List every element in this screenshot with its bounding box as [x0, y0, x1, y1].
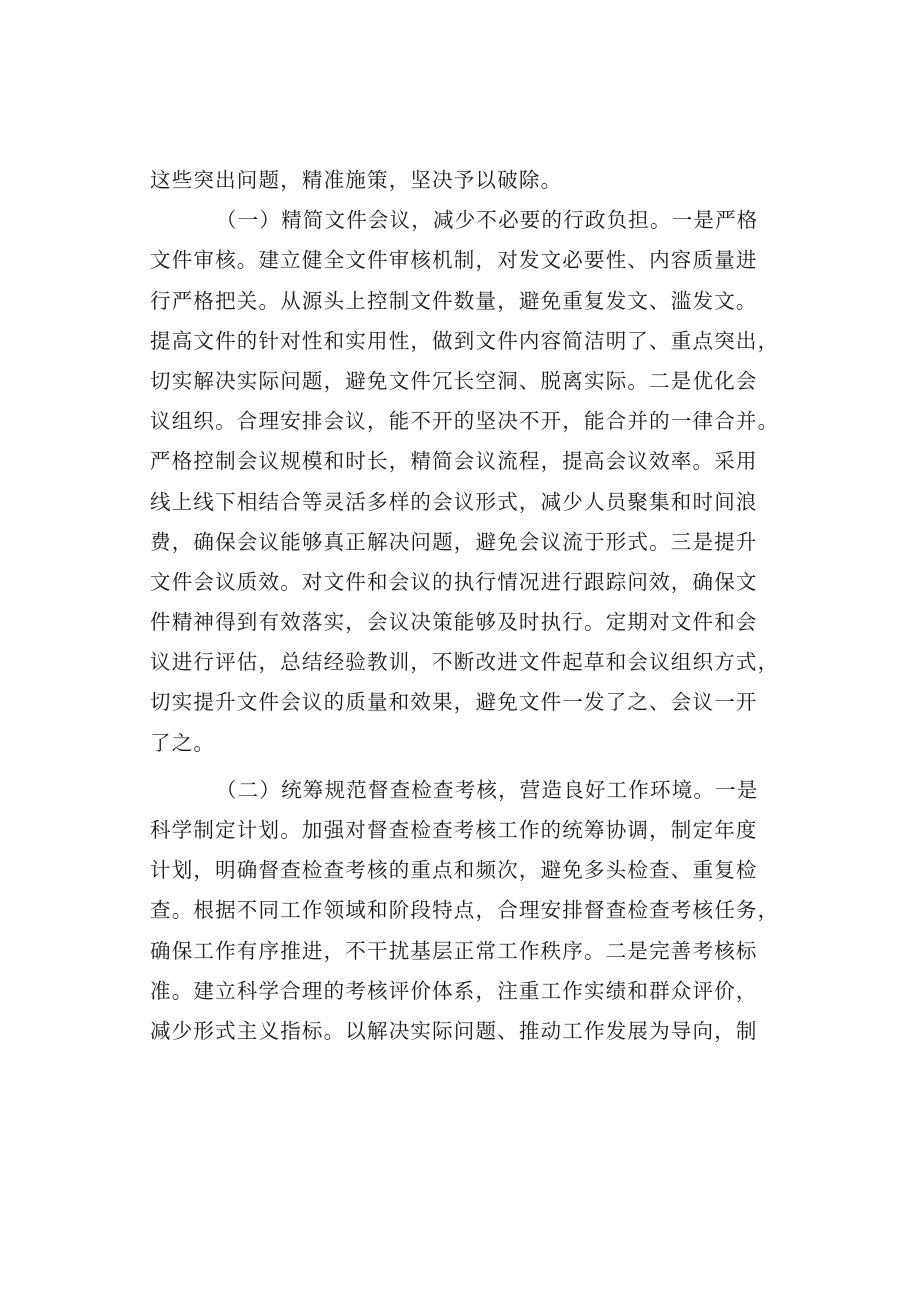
text-line: 议组织。合理安排会议，能不开的坚决不开，能合并的一律合并。 [150, 409, 780, 434]
text-line: 减少形式主义指标。以解决实际问题、推动工作发展为导向，制 [150, 1018, 758, 1043]
text-line: 切实提升文件会议的质量和效果，避免文件一发了之、会议一开 [150, 690, 758, 715]
text-line: 线上线下相结合等灵活多样的会议形式，减少人员聚集和时间浪 [150, 489, 758, 514]
text-line: 查。根据不同工作领域和阶段特点，合理安排督查检查考核任务， [150, 898, 780, 923]
paragraph-heading-1: （一）精简文件会议，减少不必要的行政负担。一是严格 [216, 208, 759, 233]
text-line: 文件审核。建立健全文件审核机制，对发文必要性、内容质量进 [150, 248, 758, 273]
text-line: 行严格把关。从源头上控制文件数量，避免重复发文、滥发文。 [150, 288, 758, 313]
text-line: 准。建立科学合理的考核评价体系，注重工作实绩和群众评价， [150, 978, 758, 1003]
text-line: 确保工作有序推进，不干扰基层正常工作秩序。二是完善考核标 [150, 938, 758, 963]
paragraph-heading-2: （二）统筹规范督查检查考核，营造良好工作环境。一是 [216, 777, 759, 802]
text-line: 计划，明确督查检查考核的重点和频次，避免多头检查、重复检 [150, 858, 758, 883]
text-line: 严格控制会议规模和时长，精简会议流程，提高会议效率。采用 [150, 449, 758, 474]
text-line: 科学制定计划。加强对督查检查考核工作的统筹协调，制定年度 [150, 818, 758, 842]
document-body [150, 160, 810, 1051]
text-line: 切实解决实际问题，避免文件冗长空洞、脱离实际。二是优化会 [150, 368, 758, 393]
text-line: 件精神得到有效落实，会议决策能够及时执行。定期对文件和会 [150, 610, 758, 635]
text-line: 费，确保会议能够真正解决问题，避免会议流于形式。三是提升 [150, 529, 758, 554]
text-line: 了之。 [150, 730, 216, 755]
text-line: 提高文件的针对性和实用性，做到文件内容简洁明了、重点突出， [150, 328, 780, 353]
text-line: 文件会议质效。对文件和会议的执行情况进行跟踪问效，确保文 [150, 569, 758, 594]
text-line: 这些突出问题，精准施策，坚决予以破除。 [150, 168, 563, 192]
text-line: 议进行评估，总结经验教训，不断改进文件起草和会议组织方式， [150, 650, 780, 675]
